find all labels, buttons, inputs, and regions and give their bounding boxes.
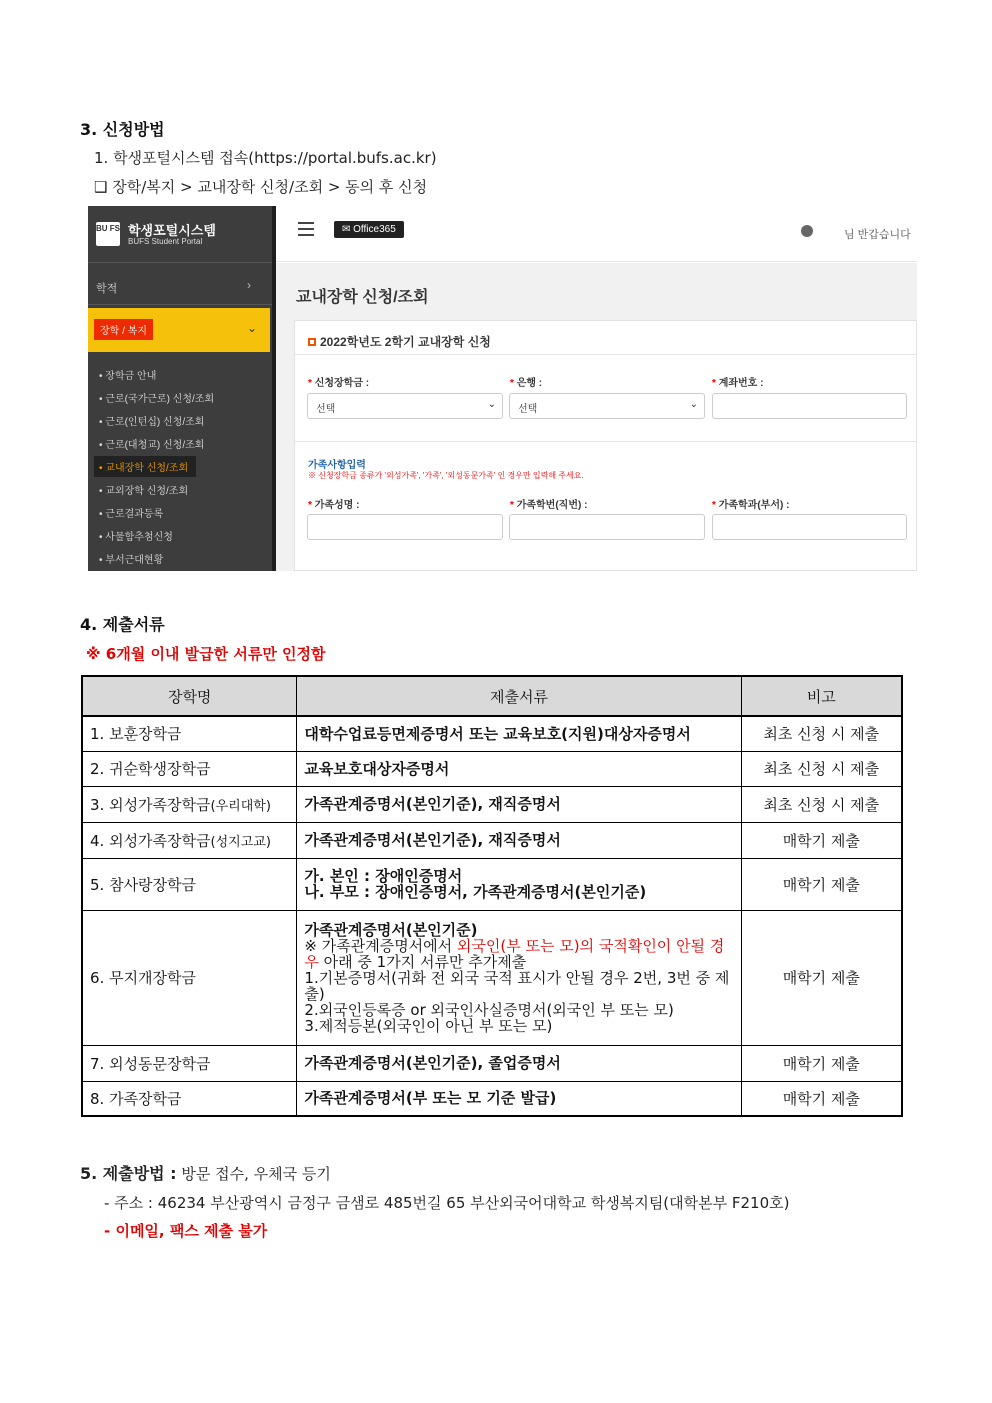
account-input[interactable] xyxy=(712,393,907,419)
row-note: 매학기 제출 xyxy=(741,910,902,1045)
row-docs xyxy=(297,858,741,910)
sidebar-subitem-label: 근로(인턴십) 신청/조회 xyxy=(105,417,205,428)
table-row xyxy=(82,751,902,786)
bank-label: * 은행 : xyxy=(510,378,543,389)
sidebar-subitem-label: 근로결과등록 xyxy=(105,509,164,520)
section5-heading xyxy=(80,1161,331,1184)
row-docs: 대학수업료등면제증명서 또는 교육보호(지원)대상자증명서 xyxy=(297,716,741,751)
chevron-right-icon: › xyxy=(247,278,251,292)
sidebar-item-scholarship-label: 장학 / 복지 xyxy=(94,319,153,340)
section5-warning: - 이메일, 팩스 제출 불가 xyxy=(104,1222,268,1240)
row-docs-text: 아래 중 1가지 서류만 추가제출 xyxy=(318,952,527,971)
sidebar-subitem[interactable]: • 근로(대청교) 신청/조회 xyxy=(99,440,205,451)
section3-title: 3. 신청방법 xyxy=(80,120,165,139)
sidebar-subitem[interactable]: • 사물함추첨신청 xyxy=(99,532,173,543)
family-department-input[interactable] xyxy=(712,514,907,540)
family-student-no-input[interactable] xyxy=(509,514,705,540)
row-name: 8. 가족장학금 xyxy=(82,1081,297,1116)
portal-logo: BU FS xyxy=(96,222,120,246)
section5-title: 5. 제출방법 : xyxy=(80,1164,177,1183)
card-divider xyxy=(295,354,917,355)
family-name-label: * 가족성명 : xyxy=(308,500,360,511)
portal-title: 학생포털시스템 xyxy=(128,223,216,238)
row-name: 6. 무지개장학금 xyxy=(82,910,297,1045)
square-icon xyxy=(308,338,316,346)
row-note: 매학기 제출 xyxy=(741,1045,902,1081)
row-docs-line: 3.제적등본(외국인이 아닌 부 또는 모) xyxy=(304,1016,553,1035)
sidebar-subitem-label: 장학금 안내 xyxy=(105,371,157,382)
bank-select[interactable] xyxy=(509,393,705,419)
row-docs-text: ※ 가족관계증명서에서 xyxy=(304,936,457,955)
header-documents: 제출서류 xyxy=(297,676,741,716)
sidebar-subitem[interactable]: • 장학금 안내 xyxy=(99,371,157,382)
sidebar-divider xyxy=(88,304,272,305)
row-note: 최초 신청 시 제출 xyxy=(741,716,902,751)
header-scholarship: 장학명 xyxy=(82,676,297,716)
header-note: 비고 xyxy=(741,676,902,716)
family-name-label-text: 가족성명 : xyxy=(314,500,360,511)
row-note: 매학기 제출 xyxy=(741,822,902,858)
section3-step1: 1. 학생포털시스템 접속(https://portal.bufs.ac.kr) xyxy=(94,149,437,167)
account-label: * 계좌번호 : xyxy=(712,378,764,389)
card-divider xyxy=(295,441,917,442)
bank-label-text: 은행 : xyxy=(516,378,543,389)
row-docs: 가족관계증명서(본인기준), 재직증명서 xyxy=(297,786,741,822)
family-department-label-text: 가족학과(부서) : xyxy=(718,500,790,511)
row-docs-line xyxy=(304,938,733,970)
row-name: 2. 귀순학생장학금 xyxy=(82,751,297,786)
row-docs: 가족관계증명서(부 또는 모 기준 발급) xyxy=(297,1081,741,1116)
row-docs xyxy=(297,910,741,1045)
section4-title: 4. 제출서류 xyxy=(80,615,165,634)
row-docs-line: 가. 본인 : 장애인증명서 xyxy=(304,867,463,885)
row-docs: 가족관계증명서(본인기준), 졸업증명서 xyxy=(297,1045,741,1081)
sidebar-subitem[interactable]: • 근로(국가근로) 신청/조회 xyxy=(99,394,215,405)
sidebar-subitem-label: 교외장학 신청/조회 xyxy=(105,486,189,497)
account-label-text: 계좌번호 : xyxy=(718,378,764,389)
sidebar-divider xyxy=(88,262,272,263)
row-note: 매학기 제출 xyxy=(741,858,902,910)
row-name-suffix: (성지고교) xyxy=(210,834,271,850)
row-docs-line: 가족관계증명서(본인기준) xyxy=(304,920,478,939)
sidebar-subitem-label: 근로(국가근로) 신청/조회 xyxy=(105,394,215,405)
office365-button[interactable]: ✉ Office365 xyxy=(334,221,404,238)
row-note: 최초 신청 시 제출 xyxy=(741,751,902,786)
row-docs-line: 나. 부모 : 장애인증명서, 가족관계증명서(본인기준) xyxy=(304,883,647,901)
card-title xyxy=(308,333,491,350)
sidebar-subitem[interactable]: • 교외장학 신청/조회 xyxy=(99,486,189,497)
table-row xyxy=(82,1081,902,1116)
family-heading: 가족사항입력 xyxy=(308,460,366,471)
table-row xyxy=(82,1045,902,1081)
row-docs: 가족관계증명서(본인기준), 재직증명서 xyxy=(297,822,741,858)
scholarship-select[interactable] xyxy=(307,393,503,419)
table-row xyxy=(82,822,902,858)
sidebar-subitem[interactable]: • 근로결과등록 xyxy=(99,509,164,520)
row-note: 매학기 제출 xyxy=(741,1081,902,1116)
row-name-main: 4. 외성가족장학금 xyxy=(90,831,211,850)
row-note: 최초 신청 시 제출 xyxy=(741,786,902,822)
row-name: 5. 참사랑장학금 xyxy=(82,858,297,910)
portal-page-title: 교내장학 신청/조회 xyxy=(296,289,429,306)
scholarship-label: * 신청장학금 : xyxy=(308,378,370,389)
table-header-row xyxy=(82,676,902,716)
documents-table xyxy=(81,675,903,1117)
section5-address: - 주소 : 46234 부산광역시 금정구 금샘로 485번길 65 부산외국어대학교 학생복지팀(대학본부 F210호) xyxy=(104,1194,790,1212)
section5-method: 방문 접수, 우체국 등기 xyxy=(176,1165,331,1183)
row-name xyxy=(82,822,297,858)
card-title-text: 2022학년도 2학기 교내장학 신청 xyxy=(320,335,491,349)
row-name-main: 3. 외성가족장학금 xyxy=(90,795,211,814)
family-note: ※ 신청장학금 종류가 '외성가족', '가족', '외성동문가족' 인 경우만 입력해 주세요. xyxy=(308,471,584,480)
table-row xyxy=(82,786,902,822)
row-name: 7. 외성동문장학금 xyxy=(82,1045,297,1081)
scholarship-label-text: 신청장학금 : xyxy=(314,378,370,389)
sidebar-subitem-label: 교내장학 신청/조회 xyxy=(105,463,189,474)
sidebar-subitem-label: 사물함추첨신청 xyxy=(105,532,173,543)
portal-screenshot xyxy=(88,206,917,571)
row-docs-highlight: 외국인(부 또는 모)의 국적확인이 안될 경우 xyxy=(304,936,725,971)
hamburger-icon[interactable] xyxy=(298,222,314,236)
greeting-text: 님 반갑습니다 xyxy=(844,229,911,241)
chevron-down-icon: ⌄ xyxy=(247,321,258,335)
chevron-down-icon: ⌄ xyxy=(689,399,698,410)
table-row xyxy=(82,858,902,910)
sidebar-subitem[interactable]: • 부서근대현황 xyxy=(99,555,164,566)
sidebar-item-academic[interactable]: 학적 xyxy=(96,283,118,295)
sidebar-subitem-current[interactable]: • 교내장학 신청/조회 xyxy=(94,456,196,477)
chevron-down-icon: ⌄ xyxy=(487,399,496,410)
section3-path: ❑ 장학/복지 > 교내장학 신청/조회 > 동의 후 신청 xyxy=(94,178,428,196)
row-docs: 교육보호대상자증명서 xyxy=(297,751,741,786)
row-name: 1. 보훈장학금 xyxy=(82,716,297,751)
family-student-no-label: * 가족학번(직번) : xyxy=(510,500,588,511)
family-department-label: * 가족학과(부서) : xyxy=(712,500,790,511)
sidebar-subitem[interactable]: • 근로(인턴십) 신청/조회 xyxy=(99,417,205,428)
section4-notice: ※ 6개월 이내 발급한 서류만 인정함 xyxy=(86,645,326,663)
row-name-suffix: (우리대학) xyxy=(210,798,271,814)
table-row xyxy=(82,910,902,1045)
sidebar-subitem-label: 부서근대현황 xyxy=(105,555,164,566)
table-row xyxy=(82,716,902,751)
bank-select-value: 선택 xyxy=(518,404,538,415)
scholarship-select-value: 선택 xyxy=(316,404,336,415)
row-docs-line: 2.외국인등록증 or 외국인사실증명서(외국인 부 또는 모) xyxy=(304,1000,674,1019)
sidebar-subitem-label: 근로(대청교) 신청/조회 xyxy=(105,440,205,451)
family-name-input[interactable] xyxy=(307,514,503,540)
row-name xyxy=(82,786,297,822)
user-icon[interactable] xyxy=(801,225,813,237)
row-docs-line: 1.기본증명서(귀화 전 외국 국적 표시가 안될 경우 2번, 3번 중 제출) xyxy=(304,968,730,1003)
portal-subtitle: BUFS Student Portal xyxy=(128,237,203,246)
family-student-no-label-text: 가족학번(직번) : xyxy=(516,500,588,511)
